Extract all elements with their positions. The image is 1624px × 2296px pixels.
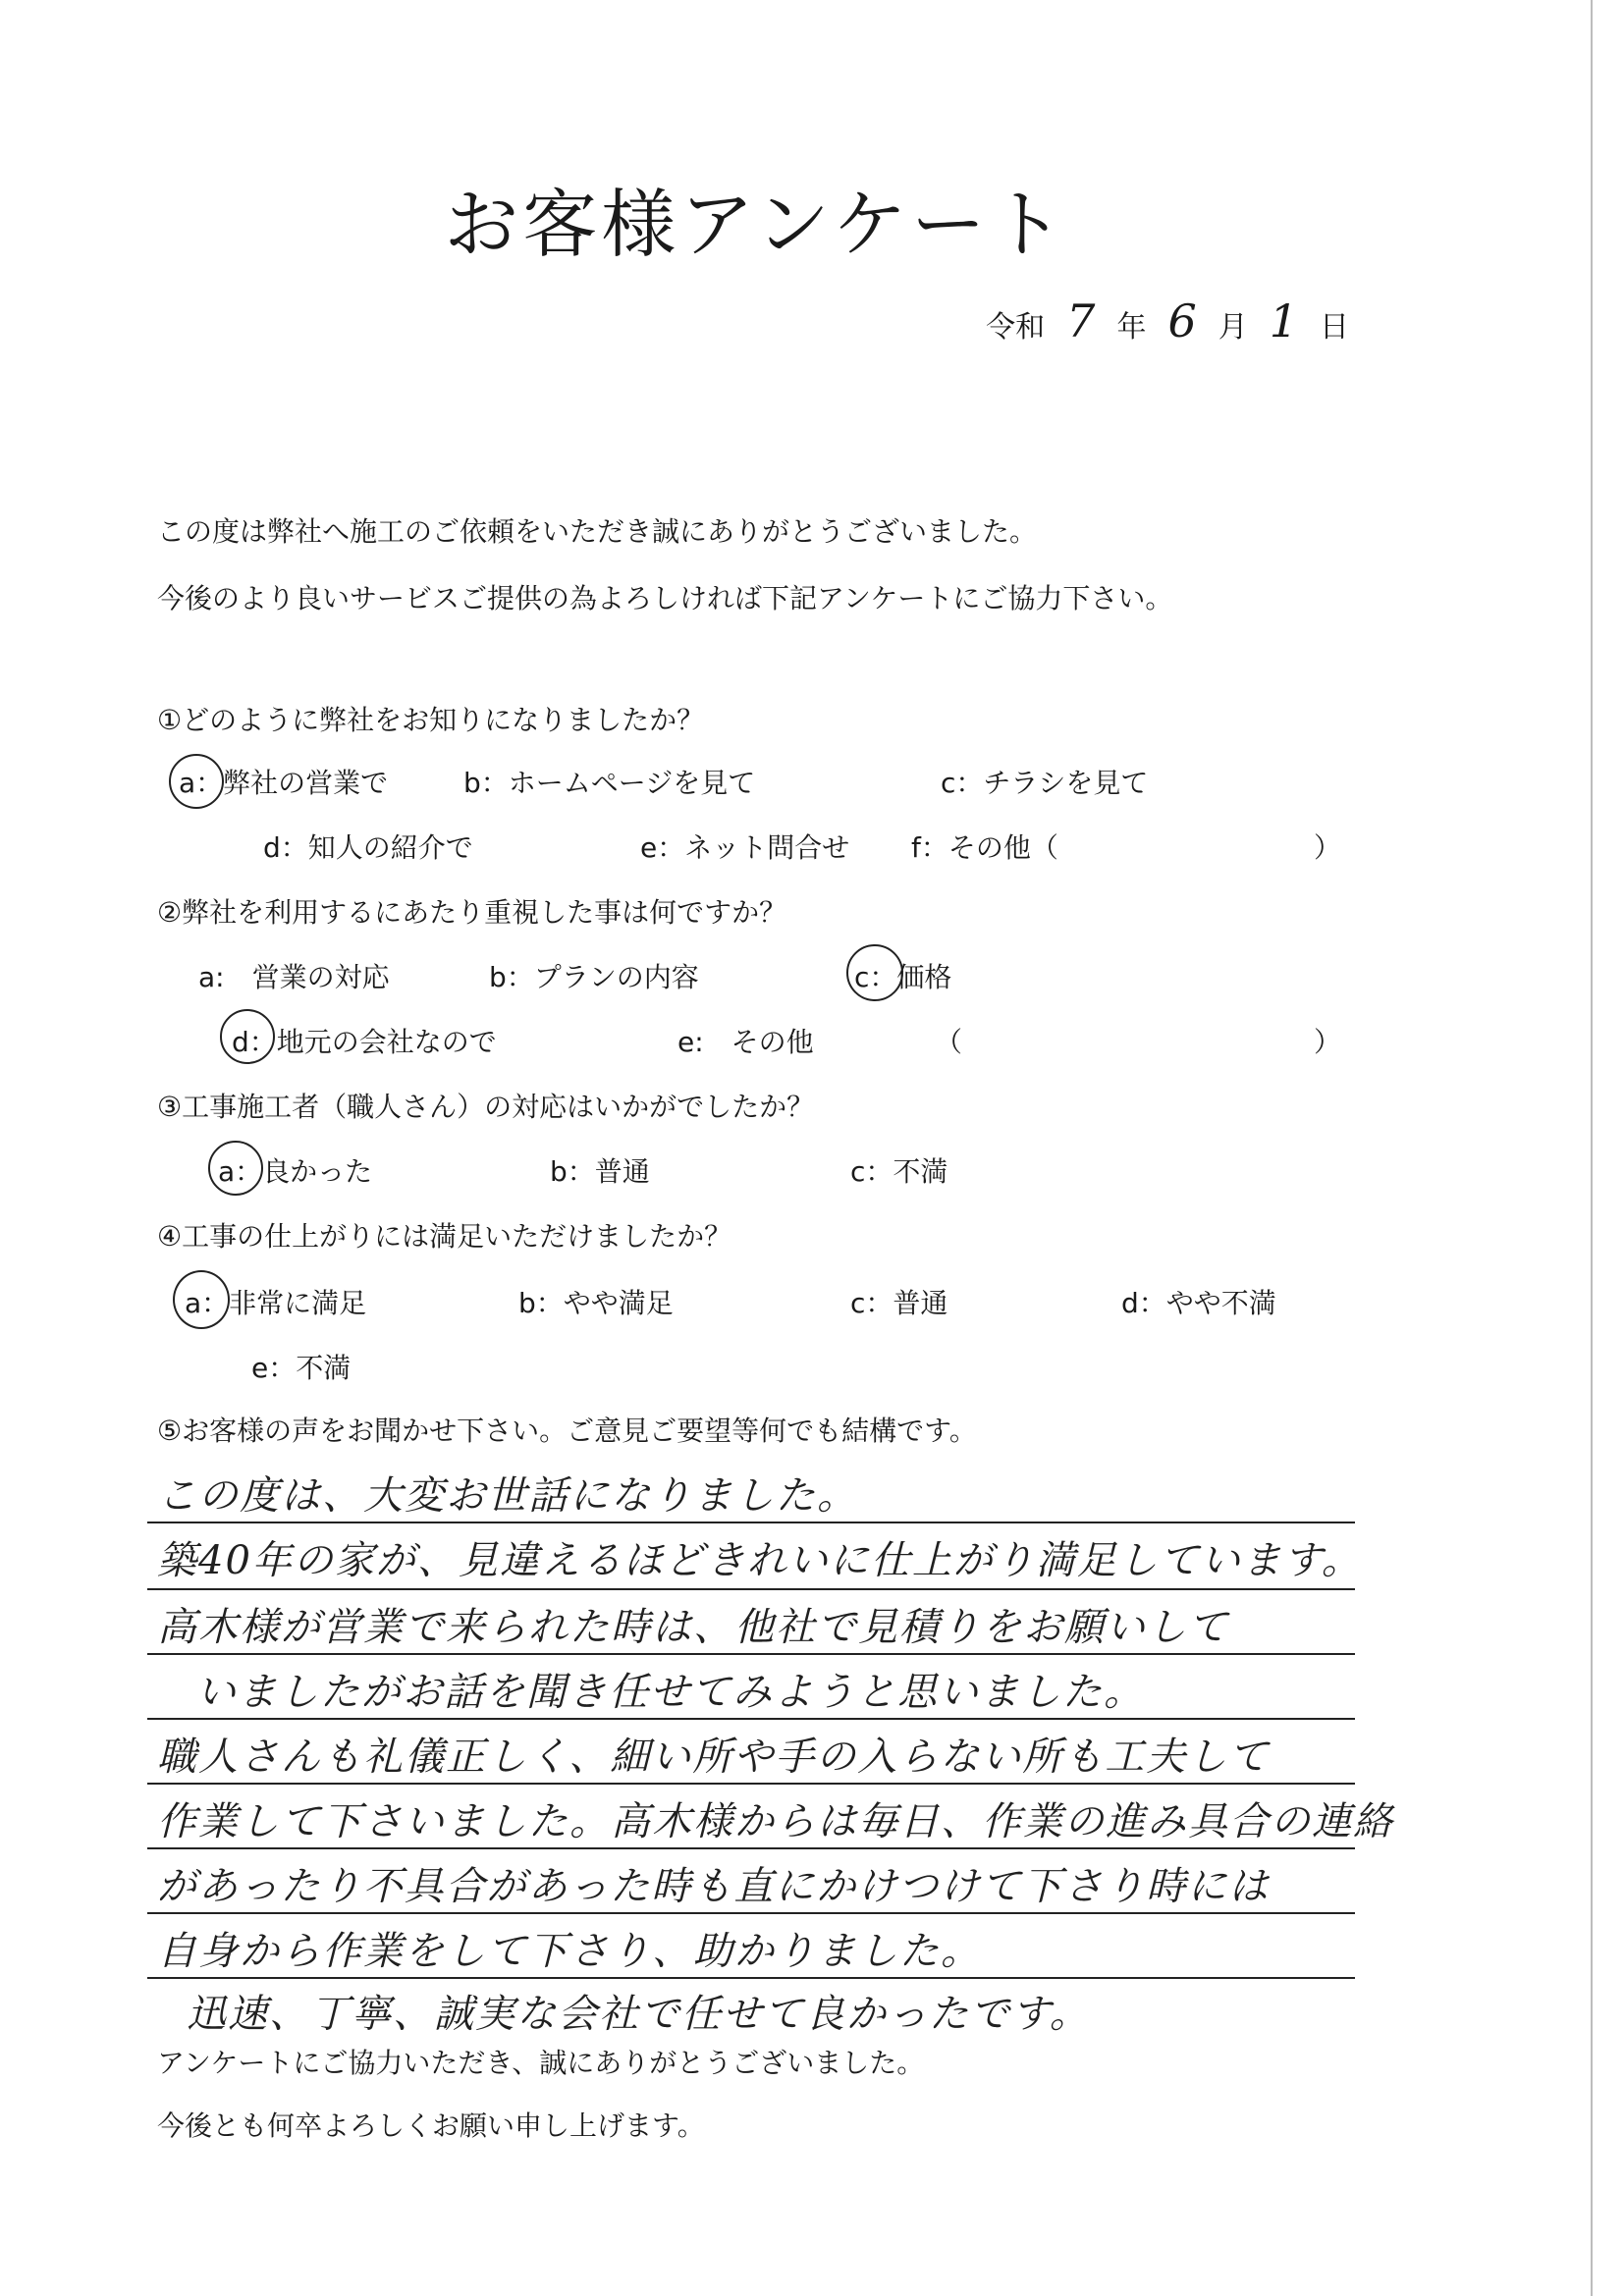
q4-option-a: a：非常に満足	[185, 1287, 367, 1319]
q2-option-d: d：地元の会社なので	[232, 1026, 497, 1058]
comment-line-5: 職人さんも礼儀正しく、細い所や手の入らない所も工夫して	[157, 1735, 1271, 1780]
question-3: ③工事施工者（職人さん）の対応はいかがでしたか？	[157, 1091, 815, 1123]
question-2: ②弊社を利用するにあたり重視した事は何ですか？	[157, 896, 787, 929]
answer-rule	[147, 1783, 1355, 1785]
date-day-unit: 日	[1320, 310, 1349, 345]
q2-option-a: a: 営業の対応	[198, 961, 390, 993]
closing-line-1: アンケートにご協力いただき、誠にありがとうございました。	[157, 2047, 925, 2079]
q2-option-b: b：プランの内容	[489, 961, 699, 993]
question-5: ⑤お客様の声をお聞かせ下さい。ご意見ご要望等何でも結構です。	[157, 1415, 977, 1447]
q4-option-b: b：やや満足	[518, 1287, 674, 1319]
q1-option-c: c：チラシを見て	[941, 767, 1149, 799]
q1-option-e: e：ネット問合せ	[640, 831, 850, 864]
comment-line-9: 迅速、丁寧、誠実な会社で任せて良かったです。	[187, 1992, 1091, 2037]
q2-option-e: e: その他	[677, 1026, 814, 1058]
comment-line-7: があったり不具合があった時も直にかけつけて下さり時には	[157, 1864, 1271, 1909]
answer-rule	[147, 1977, 1355, 1979]
date	[986, 294, 1349, 347]
q2-option-e-close: ）	[1314, 1026, 1342, 1058]
answer-rule	[147, 1847, 1355, 1849]
date-day: 1	[1269, 294, 1298, 347]
page-edge	[1591, 0, 1593, 2296]
comment-line-4: いましたがお話を聞き任せてみようと思いました。	[196, 1670, 1145, 1715]
date-year-unit: 年	[1116, 310, 1147, 345]
q1-option-f: f：その他（	[911, 831, 1058, 864]
q1-option-d: d：知人の紹介で	[263, 831, 473, 864]
answer-rule	[147, 1912, 1355, 1914]
date-month-unit: 月	[1218, 310, 1248, 345]
answer-rule	[147, 1588, 1355, 1590]
q3-option-c: c：不満	[850, 1155, 948, 1188]
comment-line-8: 自身から作業をして下さり、助かりました。	[157, 1929, 982, 1974]
date-month: 6	[1167, 294, 1197, 347]
question-1: ①どのように弊社をお知りになりましたか？	[157, 704, 705, 736]
q1-option-f-close: ）	[1314, 831, 1342, 864]
q3-option-b: b：普通	[550, 1155, 650, 1188]
q4-option-e: e：不満	[251, 1352, 352, 1384]
answer-rule	[147, 1522, 1355, 1523]
closing-line-2: 今後とも何卒よろしくお願い申し上げます。	[157, 2109, 705, 2142]
q2-option-c: c：価格	[854, 961, 952, 993]
intro-line-2: 今後のより良いサービスご提供の為よろしければ下記アンケートにご協力下さい。	[157, 582, 1173, 614]
q2-option-e-open: （	[935, 1026, 963, 1058]
q3-option-a: a：良かった	[218, 1155, 373, 1188]
comment-line-3: 高木様が営業で来られた時は、他社で見積りをお願いして	[157, 1605, 1229, 1650]
question-4: ④工事の仕上がりには満足いただけましたか？	[157, 1220, 732, 1253]
q4-option-d: d：やや不満	[1121, 1287, 1276, 1319]
date-year: 7	[1066, 294, 1096, 347]
comment-line-2: 築40年の家が、見違えるほどきれいに仕上がり満足しています。	[157, 1538, 1363, 1583]
q1-option-b: b：ホームページを見て	[463, 767, 756, 799]
comment-line-1: この度は、大変お世話になりました。	[157, 1473, 858, 1519]
q4-option-c: c：普通	[850, 1287, 948, 1319]
comment-line-6: 作業して下さいました。高木様からは毎日、作業の進み具合の連絡	[157, 1799, 1394, 1844]
q1-option-a: a：弊社の営業で	[179, 767, 389, 799]
answer-rule	[147, 1653, 1355, 1655]
date-era: 令和	[986, 310, 1046, 345]
page-title: お客様アンケート	[444, 181, 1068, 268]
intro-line-1: この度は弊社へ施工のご依頼をいただき誠にありがとうございました。	[157, 515, 1038, 548]
answer-rule	[147, 1718, 1355, 1720]
